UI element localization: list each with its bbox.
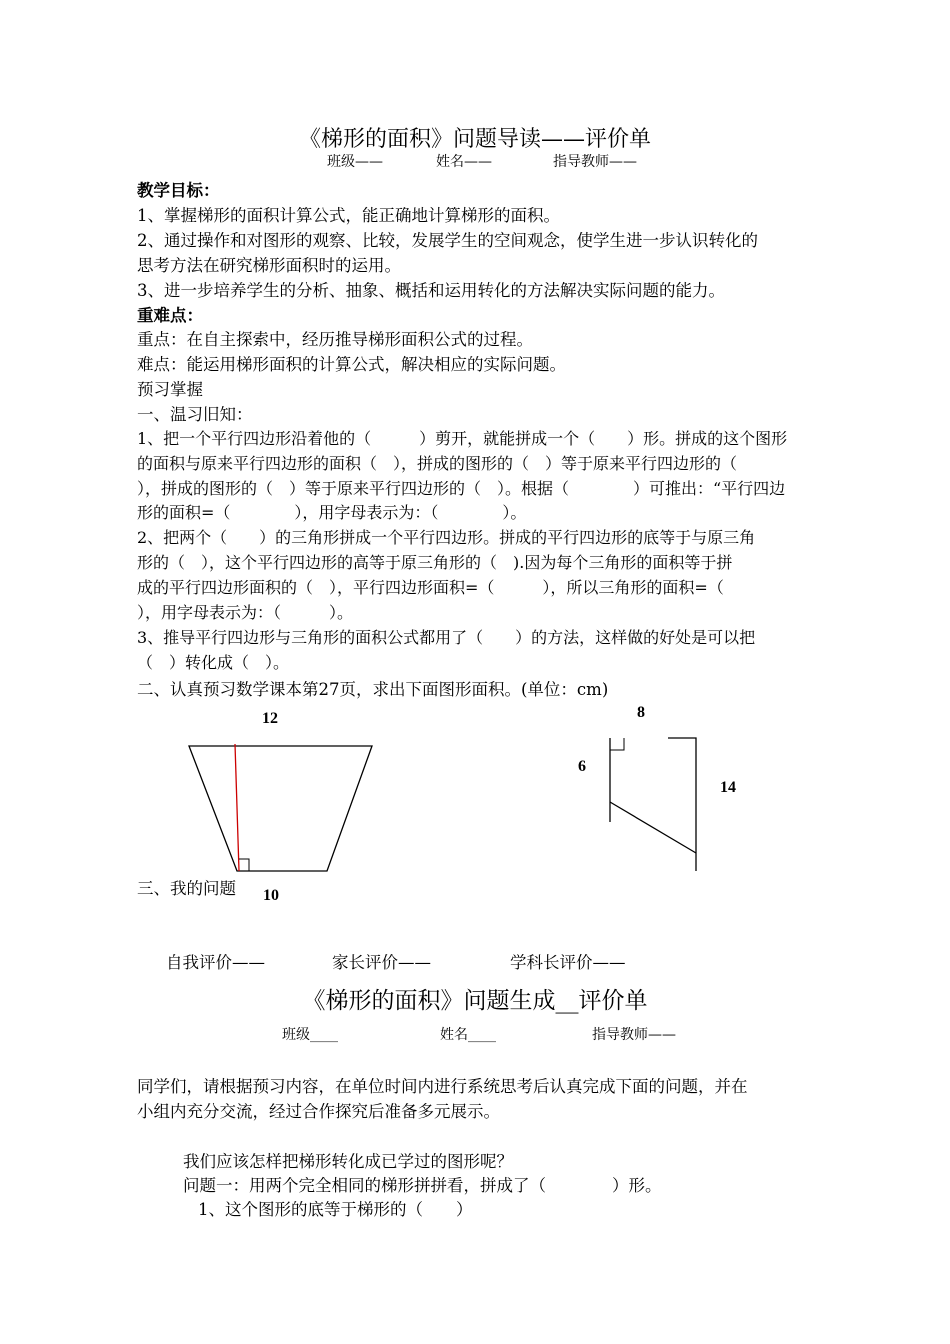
class-field-2: 班级____ <box>282 1027 338 1043</box>
trapezoid-shape <box>189 746 372 871</box>
section-1-heading: 一、温习旧知： <box>137 405 253 424</box>
q2-line-d: ），用字母表示为：（ ）。 <box>137 603 354 622</box>
parent-evaluation: 家长评价—— <box>332 953 431 972</box>
section-2-heading: 二、认真预习数学课本第27页，求出下面图形面积。(单位：cm) <box>137 680 609 699</box>
teacher-field-2: 指导教师—— <box>592 1027 676 1043</box>
intro-line-b: 小组内充分交流，经过合作探究后准备多元展示。 <box>137 1102 500 1121</box>
name-field-2: 姓名____ <box>440 1027 496 1043</box>
section-3-heading: 三、我的问题 <box>137 879 236 898</box>
q3-line-a: 3、推导平行四边形与三角形的面积公式都用了（ ）的方法，这样做的好处是可以把 <box>137 628 756 647</box>
goals-heading: 教学目标： <box>137 181 220 200</box>
hard-point: 难点：能运用梯形面积的计算公式，解决相应的实际问题。 <box>137 355 566 374</box>
teacher-field: 指导教师—— <box>553 154 637 170</box>
trapezoid-bottom-label: 10 <box>263 887 279 904</box>
preview-heading: 预习掌握 <box>137 380 203 399</box>
sheet1-title: 《梯形的面积》问题导读——评价单 <box>298 127 651 152</box>
problem-1: 问题一：用两个完全相同的梯形拼拼看，拼成了（ ）形。 <box>183 1176 662 1195</box>
fig2-top-label: 8 <box>637 704 645 721</box>
key-point: 重点：在自主探索中，经历推导梯形面积公式的过程。 <box>137 330 533 349</box>
q2-line-a: 2、把两个（ ）的三角形拼成一个平行四边形。拼成的平行四边形的底等于与原三角 <box>137 528 756 547</box>
sheet2-title: 《梯形的面积》问题生成__评价单 <box>302 988 648 1014</box>
trapezoid-top-label: 12 <box>262 710 278 727</box>
fig2-slant-side <box>610 802 696 853</box>
q1-line-d: 形的面积=（ ），用字母表示为：（ ）。 <box>137 503 527 522</box>
intro-line-a: 同学们，请根据预习内容，在单位时间内进行系统思考后认真完成下面的问题，并在 <box>137 1077 748 1096</box>
q1-line-a: 1、把一个平行四边形沿着他的（ ）剪开，就能拼成一个（ ）形。拼成的这个图形 <box>137 429 788 448</box>
fig2-right-angle-mark <box>610 738 624 750</box>
fig2-right-label: 14 <box>720 779 736 796</box>
guiding-question: 我们应该怎样把梯形转化成已学过的图形呢？ <box>183 1152 513 1171</box>
self-evaluation: 自我评价—— <box>166 953 265 972</box>
goal-2a: 2、通过操作和对图形的观察、比较，发展学生的空间观念，使学生进一步认识转化的 <box>137 231 758 250</box>
class-field: 班级—— <box>327 154 383 170</box>
fig2-left-label: 6 <box>578 758 586 775</box>
key-heading: 重难点： <box>137 306 203 325</box>
q2-line-c: 成的平行四边形面积的（ ），平行四边形面积=（ ），所以三角形的面积=（ <box>137 578 724 597</box>
problem-1-item-1: 1、这个图形的底等于梯形的（ ） <box>198 1200 473 1219</box>
head-evaluation: 学科长评价—— <box>510 953 626 972</box>
q1-line-b: 的面积与原来平行四边形的面积（ ），拼成的图形的（ ）等于原来平行四边形的（ <box>137 454 738 473</box>
goal-3: 3、进一步培养学生的分析、抽象、概括和运用转化的方法解决实际问题的能力。 <box>137 281 725 300</box>
q2-line-b: 形的（ ），这个平行四边形的高等于原三角形的（ ).因为每个三角形的面积等于拼 <box>137 553 733 572</box>
right-angle-mark <box>239 859 249 871</box>
trapezoid-height-line <box>235 744 239 871</box>
q1-line-c: ），拼成的图形的（ ）等于原来平行四边形的（ ）。根据（ ）可推出：“平行四边 <box>137 479 786 498</box>
name-field: 姓名—— <box>436 154 492 170</box>
q3-line-b: （ ）转化成（ ）。 <box>137 653 290 672</box>
goal-1: 1、掌握梯形的面积计算公式，能正确地计算梯形的面积。 <box>137 206 560 225</box>
goal-2b: 思考方法在研究梯形面积时的运用。 <box>137 256 401 275</box>
